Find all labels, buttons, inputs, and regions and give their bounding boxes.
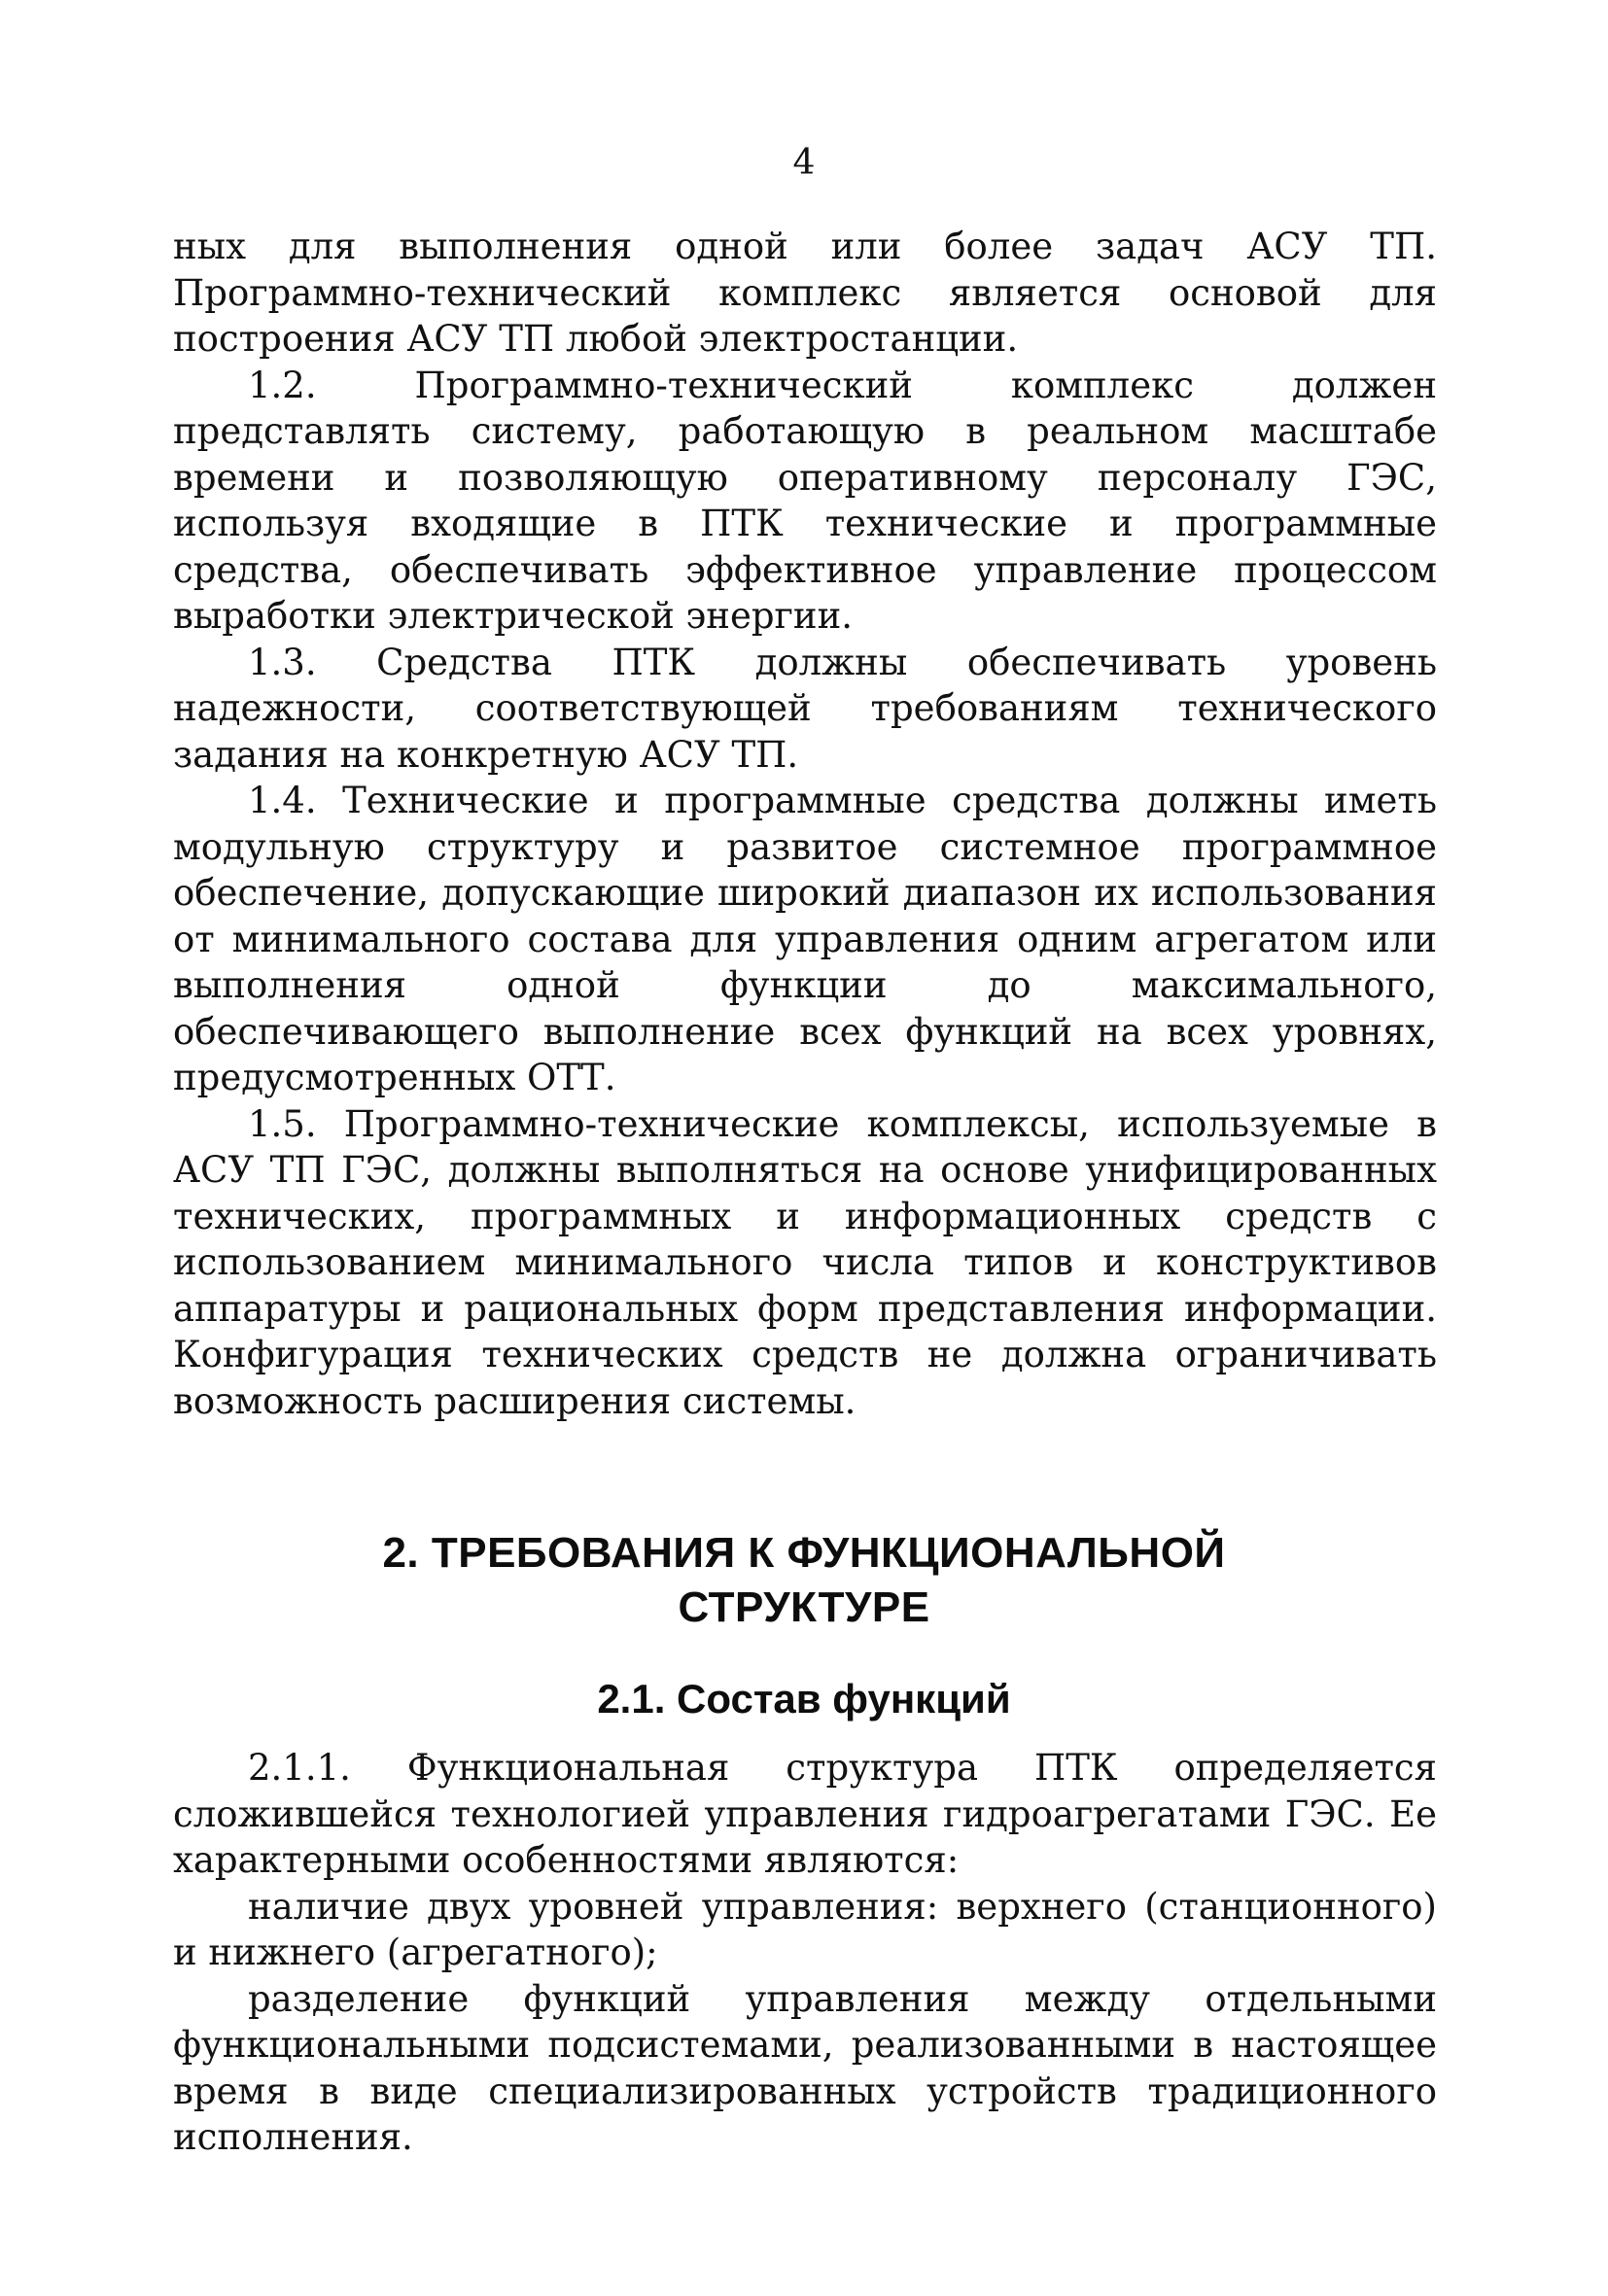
paragraph-2-1-1: 2.1.1. Функциональная структура ПТК определяется сложившейся технологией управления гидроагрегатами ГЭС. Ее характерными особенностями являются:	[173, 1747, 1437, 1881]
continuation-paragraph: ных для выполнения одной или более задач АСУ ТП. Программно-технический комплекс является основой для построения АСУ ТП любой электростанции.	[173, 226, 1437, 360]
section2-text	[173, 1745, 1437, 2161]
paragraph-1-3: 1.3. Средства ПТК должны обеспечивать уровень надежности, соответствующей требованиям технического задания на конкретную АСУ ТП.	[173, 641, 1437, 776]
paragraph-1-4: 1.4. Технические и программные средства должны иметь модульную структуру и развитое системное программное обеспечение, допускающие широкий диапазон их использования от минимального состава для управления одним агрегатом или выполнения одной функции до максимального, обеспечивающего выполнение всех функций на всех уровнях, предусмотренных ОТТ.	[173, 780, 1437, 1098]
list-item-levels: наличие двух уровней управления: верхнего (станционного) и нижнего (агрегатного);	[173, 1885, 1437, 1973]
section1-text	[173, 224, 1437, 1424]
section-title-line-2: СТРУКТУРЕ	[678, 1583, 930, 1631]
paragraph-1-5: 1.5. Программно-технические комплексы, используемые в АСУ ТП ГЭС, должны выполняться на основе унифицированных технических, программных и информационных средств с использованием минимального числа типов и конструктивов аппаратуры и рациональных форм представления информации. Конфигурация технических средств не должна ограничивать возможность расширения системы.	[173, 1102, 1437, 1422]
subsection-title: 2.1. Состав функций	[597, 1676, 1011, 1722]
section-title-line-1: 2. ТРЕБОВАНИЯ К ФУНКЦИОНАЛЬНОЙ	[382, 1529, 1226, 1577]
page-number: 4	[792, 143, 816, 183]
section-title	[0, 1526, 1608, 1635]
list-item-subsystems: разделение функций управления между отдельными функциональными подсистемами, реализованными в настоящее время в виде специализированных устройств традиционного исполнения.	[173, 1977, 1437, 2158]
paragraph-1-2: 1.2. Программно-технический комплекс должен представлять систему, работающую в реальном масштабе времени и позволяющую оперативному персоналу ГЭС, используя входящие в ПТК технические и программные средства, обеспечивать эффективное управление процессом выработки электрической энергии.	[173, 364, 1437, 637]
